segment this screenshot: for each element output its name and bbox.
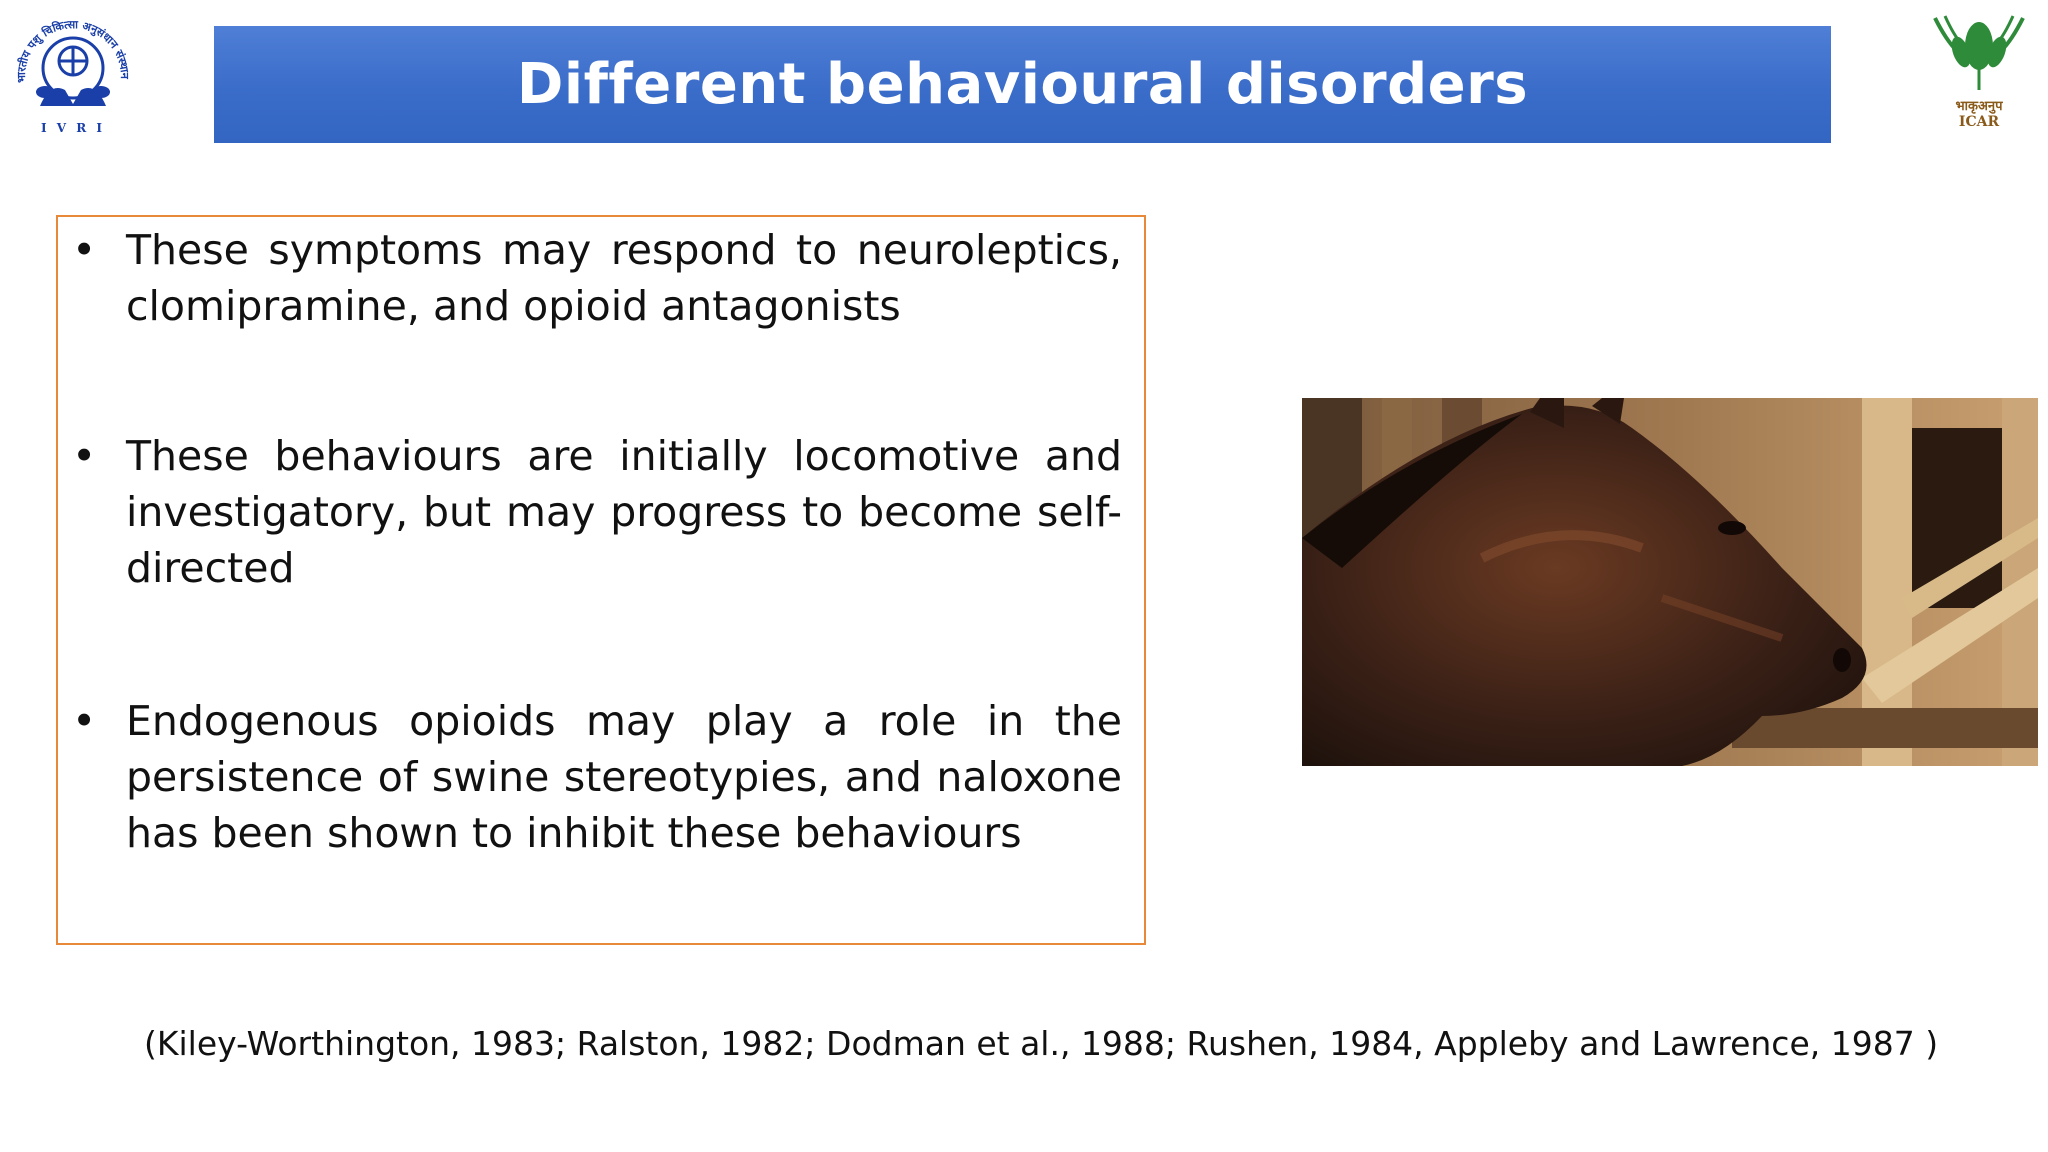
bullet-dot: • [72, 697, 97, 745]
bullet-dot: • [72, 432, 97, 480]
icar-acronym: ICAR [1958, 114, 2000, 130]
bullet-text: These behaviours are initially locomotive and investigatory, but may progress to become self-directed [126, 432, 1122, 592]
icar-hindi-label: भाकृअनुप [1955, 99, 2003, 114]
bullet-text: These symptoms may respond to neuroleptics, clomipramine, and opioid antagonists [126, 226, 1122, 330]
title-bar [214, 26, 1831, 143]
icar-wheat-icon [1915, 6, 2043, 131]
ivri-arc-text: भारतीय पशु चिकित्सा अनुसंधान संस्थान [14, 18, 132, 83]
horse-image [1302, 398, 2038, 766]
bullet-text: Endogenous opioids may play a role in the persistence of swine stereotypies, and naloxone has been shown to inhibit these behaviours [126, 697, 1122, 857]
bullet-dot: • [72, 226, 97, 274]
bullet-item-1 [72, 222, 1122, 334]
bullet-item-3 [72, 693, 1122, 861]
slide-title: Different behavioural disorders [516, 52, 1529, 117]
ivri-logo [10, 6, 135, 136]
horse-photo [1302, 398, 2038, 766]
ivri-acronym: I V R I [40, 121, 106, 135]
bullet-item-2 [72, 428, 1122, 596]
citation: (Kiley-Worthington, 1983; Ralston, 1982; Dodman et al., 1988; Rushen, 1984, Appleby and Lawrence, 1987 ) [144, 1024, 1939, 1063]
icar-logo [1915, 6, 2043, 131]
ivri-emblem-icon [10, 6, 135, 136]
